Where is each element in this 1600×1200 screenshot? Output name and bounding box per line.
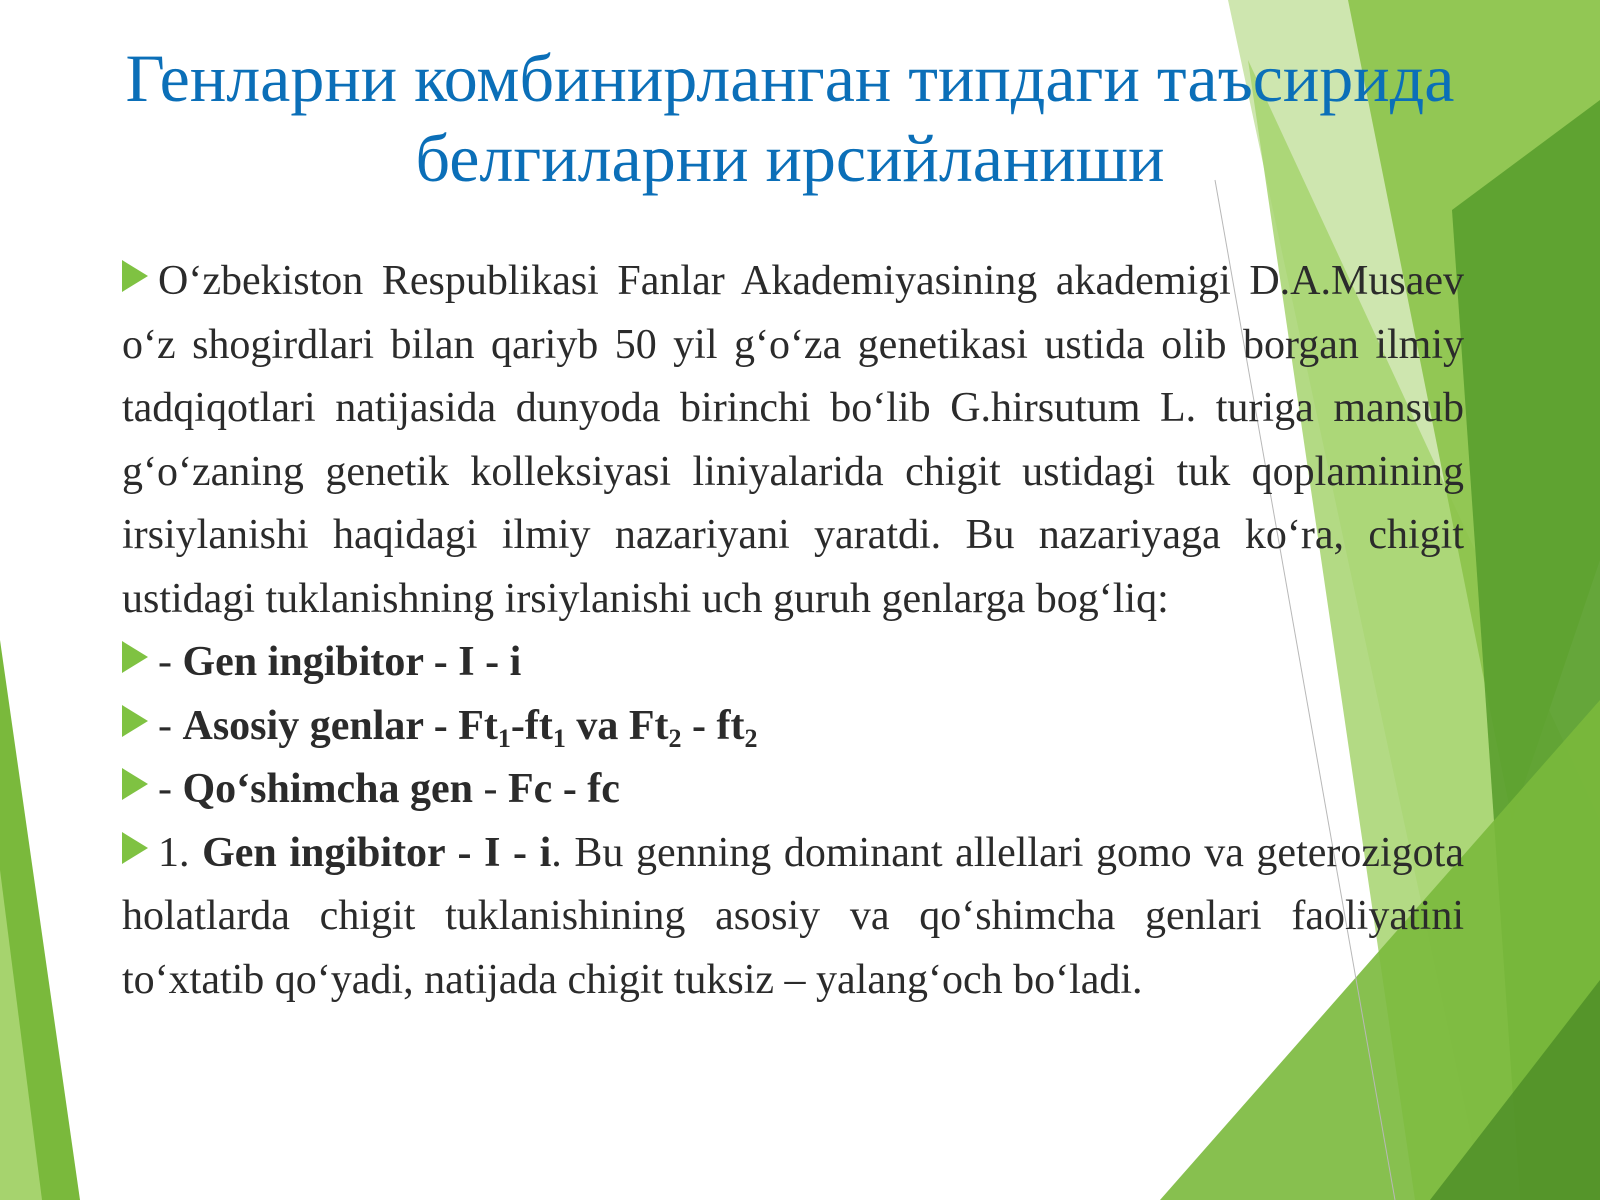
subscript-b: 1 xyxy=(552,723,566,753)
bullet-qoshimcha-gen xyxy=(122,758,1464,822)
bullet-bold-text: Gen ingibitor - I - i xyxy=(182,639,522,685)
paragraph-number: 1. xyxy=(158,829,203,876)
subscript-c: 2 xyxy=(668,723,682,753)
bold-part-c: va Ft xyxy=(565,702,669,749)
paragraph-intro xyxy=(122,250,1464,631)
bullet-prefix: - xyxy=(158,702,183,749)
title-line-2: белгиларни ирсийланиши xyxy=(415,120,1165,196)
bullet-bold-text-b: Fc - fc xyxy=(508,766,620,812)
bullet-bold-text xyxy=(182,702,758,753)
bullet-triangle-icon xyxy=(122,768,148,800)
slide-body xyxy=(122,250,1464,1012)
bullet-triangle-icon xyxy=(122,705,148,737)
bullet-separator: - xyxy=(473,766,509,812)
bullet-prefix: - xyxy=(158,639,183,685)
title-line-1: Генларни комбинирланган типдаги таъсирида xyxy=(125,40,1455,116)
bullet-gen-ingibitor xyxy=(122,631,1464,695)
paragraph-intro-text: Oʻzbekiston Respublikasi Fanlar Akademiyasining akademigi D.A.Musaev oʻz shogirdlari bilan qariyb 50 yil gʻoʻza genetikasi ustida olib borgan ilmiy tadqiqotlari natijasida dunyoda birinchi boʻlib G.hirsutum L. turiga mansub gʻoʻzaning genetik kolleksiyasi liniyalarida chigit ustidagi tuk qoplamining irsiylanishi haqidagi ilmiy nazariyani yaratdi. Bu nazariyaga koʻra, chigit ustidagi tuklanishning irsiylanishi uch guruh genlarga bogʻliq: xyxy=(122,258,1464,622)
bullet-triangle-icon xyxy=(122,641,148,673)
bold-part-b: -ft xyxy=(510,702,553,749)
bullet-asosiy-genlar xyxy=(122,695,1464,759)
bullet-prefix: - xyxy=(158,766,183,812)
slide-title xyxy=(60,38,1520,198)
subscript-a: 1 xyxy=(497,723,511,753)
subscript-d: 2 xyxy=(744,723,758,753)
paragraph-bold-term: Gen ingibitor - I - i xyxy=(202,829,552,876)
paragraph-gen-ingibitor xyxy=(122,822,1464,1013)
bullet-triangle-icon xyxy=(122,260,148,292)
paragraph-rest-text: . Bu genning dominant allellari gomo va geterozigota holatlarda chigit tuklanishining asosiy va qoʻshimcha genlari faoliyatini toʻxtatib qoʻyadi, natijada chigit tuksiz – yalangʻoch boʻladi. xyxy=(122,829,1464,1003)
bold-part-a: Asosiy genlar - Ft xyxy=(182,702,498,749)
bullet-bold-text-a: Qoʻshimcha gen xyxy=(182,766,474,812)
bullet-triangle-icon xyxy=(122,832,148,864)
bold-part-d: - ft xyxy=(681,702,745,749)
